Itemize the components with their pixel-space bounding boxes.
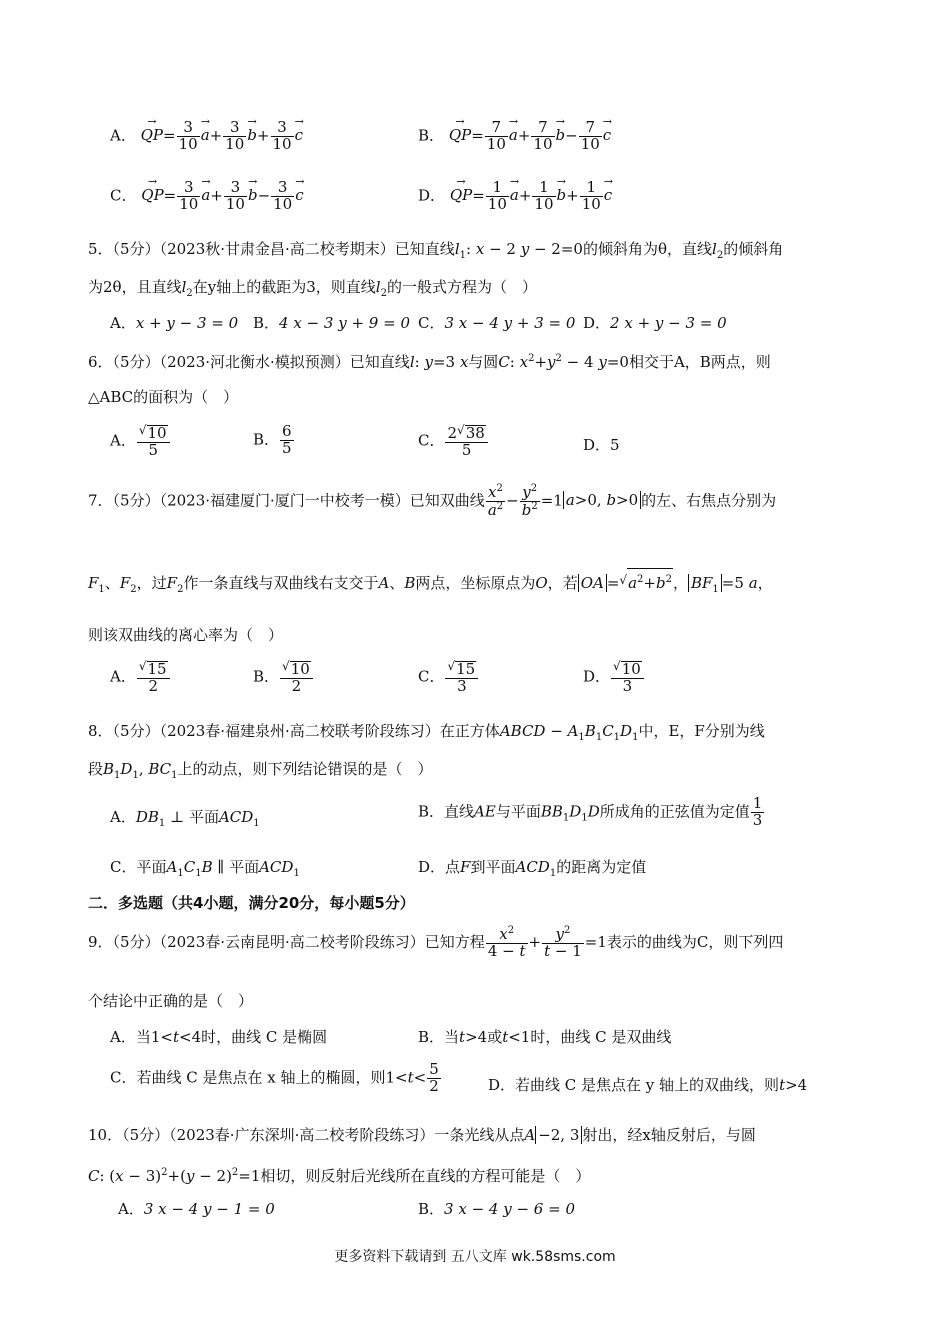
q6-option-b: B． $\frac{6}{5}$ (253, 422, 292, 457)
q4-option-c: C． → QP= $\frac{3}{10}$ → a+ $\frac{3}{10}$ → b− $\frac{3}{10}$ → c (110, 180, 304, 213)
q10-stem-line1: 10．（5分）（2023春·广东深圳·高二校考阶段练习）一条光线从点A −2, 3 射出，经x轴反射后，与圆 (88, 1126, 756, 1144)
q4-option-a: A． → QP= $\frac{3}{10}$ → a+ $\frac{3}{10}$ → b+ $\frac{3}{10}$ → c (110, 120, 303, 153)
q8-stem-line2: 段$B_1D_1$, $BC_1$上的动点，则下列结论错误的是（ ） (88, 760, 433, 781)
q6-stem-line2: △ABC的面积为（ ） (88, 388, 239, 406)
q4-option-b: B． → QP= $\frac{7}{10}$ → a+ $\frac{7}{10}$ → b− $\frac{7}{10}$ → c (418, 120, 611, 153)
q5-option-c: C．3 x − 4 y + 3 = 0 (418, 314, 576, 332)
q6-option-d: D．5 (583, 436, 620, 454)
q9-option-b: B．当t>4或t<1时，曲线 C 是双曲线 (418, 1028, 672, 1046)
q6-stem-line1: 6．（5分）（2023·河北衡水·模拟预测）已知直线l: y=3 x与圆C: $x^2+y^2 - 4$ y=0相交于A，B两点，则 (88, 353, 771, 371)
q7-stem-line2: $F_1$、$F_2$，过$F_2$作一条直线与双曲线右支交于A、B两点，坐标原点为O，若 OA $=^√a^2+b^2$， $BF_1 =5$ a， (88, 568, 773, 601)
q7-option-a: A． $\frac{^√15}{2}$ (110, 660, 171, 695)
q8-option-c: C．平面$A_1C_1B$ ∥ 平面$ACD_1$ (110, 858, 300, 879)
q9-option-c: C．若曲线 C 是焦点在 x 轴上的椭圆，则1<t< $\frac{5}{2}$ (110, 1060, 439, 1095)
q7-option-c: C． $\frac{^√15}{3}$ (418, 660, 479, 695)
q10-option-b: B．3 x − 4 y − 6 = 0 (418, 1200, 575, 1218)
q6-option-a: A． $\frac{^√10}{5}$ (110, 424, 171, 459)
q5-option-b: B．4 x − 3 y + 9 = 0 (253, 314, 410, 332)
q7-stem-line1: 7．（5分）（2023·福建厦门·厦门一中校考一模）已知双曲线 $\frac{x^2}{a^2}$ − $\frac{y^2}{b^2}$ =1 a>0, b>0 的左、右焦点分别为 (88, 483, 777, 519)
q9-stem-line1: 9．（5分）（2023春·云南昆明·高二校考阶段练习）已知方程 $\frac{x^2}{4 - t}$ + $\frac{y^2}{t - 1}$ =1表示的曲线为C，则下列四 (88, 925, 784, 960)
q7-stem-line3: 则该双曲线的离心率为（ ） (88, 626, 284, 644)
q4-option-d: D． → QP= $\frac{1}{10}$ → a+ $\frac{1}{10}$ → b+ $\frac{1}{10}$ → c (418, 180, 612, 213)
q9-stem-line2: 个结论中正确的是（ ） (88, 992, 254, 1010)
q5-stem-line1: 5．（5分）（2023秋·甘肃金昌·高二校考期末）已知直线$l_1$: x − 2 y − 2=0的倾斜角为θ，直线$l_2$的倾斜角 (88, 240, 784, 261)
q10-stem-line2: C: $(x - 3)^2+(y - 2)^2=1$相切，则反射后光线所在直线的方程可能是（ ） (88, 1167, 591, 1185)
q6-option-c: C． $\frac{2^√38}{5}$ (418, 424, 489, 459)
q5-option-d: D．2 x + y − 3 = 0 (583, 314, 727, 332)
q9-option-a: A．当1<t<4时，曲线 C 是椭圆 (110, 1028, 328, 1046)
q10-option-a: A．3 x − 4 y − 1 = 0 (118, 1200, 275, 1218)
footer-text: 更多资料下载请到 五八文库 wk.58sms.com (334, 1249, 616, 1265)
q8-stem-line1: 8．（5分）（2023春·福建泉州·高二校联考阶段练习）在正方体ABCD − $A_1B_1C_1D_1$中，E，F分别为线 (88, 722, 765, 743)
q8-option-d: D．点F到平面$ACD_1$的距离为定值 (418, 858, 647, 879)
q7-option-d: D． $\frac{^√10}{3}$ (583, 660, 645, 695)
q5-stem-line2: 为2θ，且直线$l_2$在y轴上的截距为3，则直线$l_2$的一般式方程为（ ） (88, 278, 537, 299)
section-heading: 二．多选题（共4小题，满分20分，每小题5分） (88, 894, 415, 912)
q5-option-a: A．x + y − 3 = 0 (110, 314, 239, 332)
q8-option-a: A．$DB_1$ ⊥ 平面$ACD_1$ (110, 808, 260, 829)
q8-option-b: B．直线AE与平面$BB_1D_1D$所成角的正弦值为定值 $\frac{1}{3}$ (418, 794, 763, 829)
q9-option-d: D．若曲线 C 是焦点在 y 轴上的双曲线，则t>4 (488, 1076, 808, 1094)
q7-option-b: B． $\frac{^√10}{2}$ (253, 660, 314, 695)
